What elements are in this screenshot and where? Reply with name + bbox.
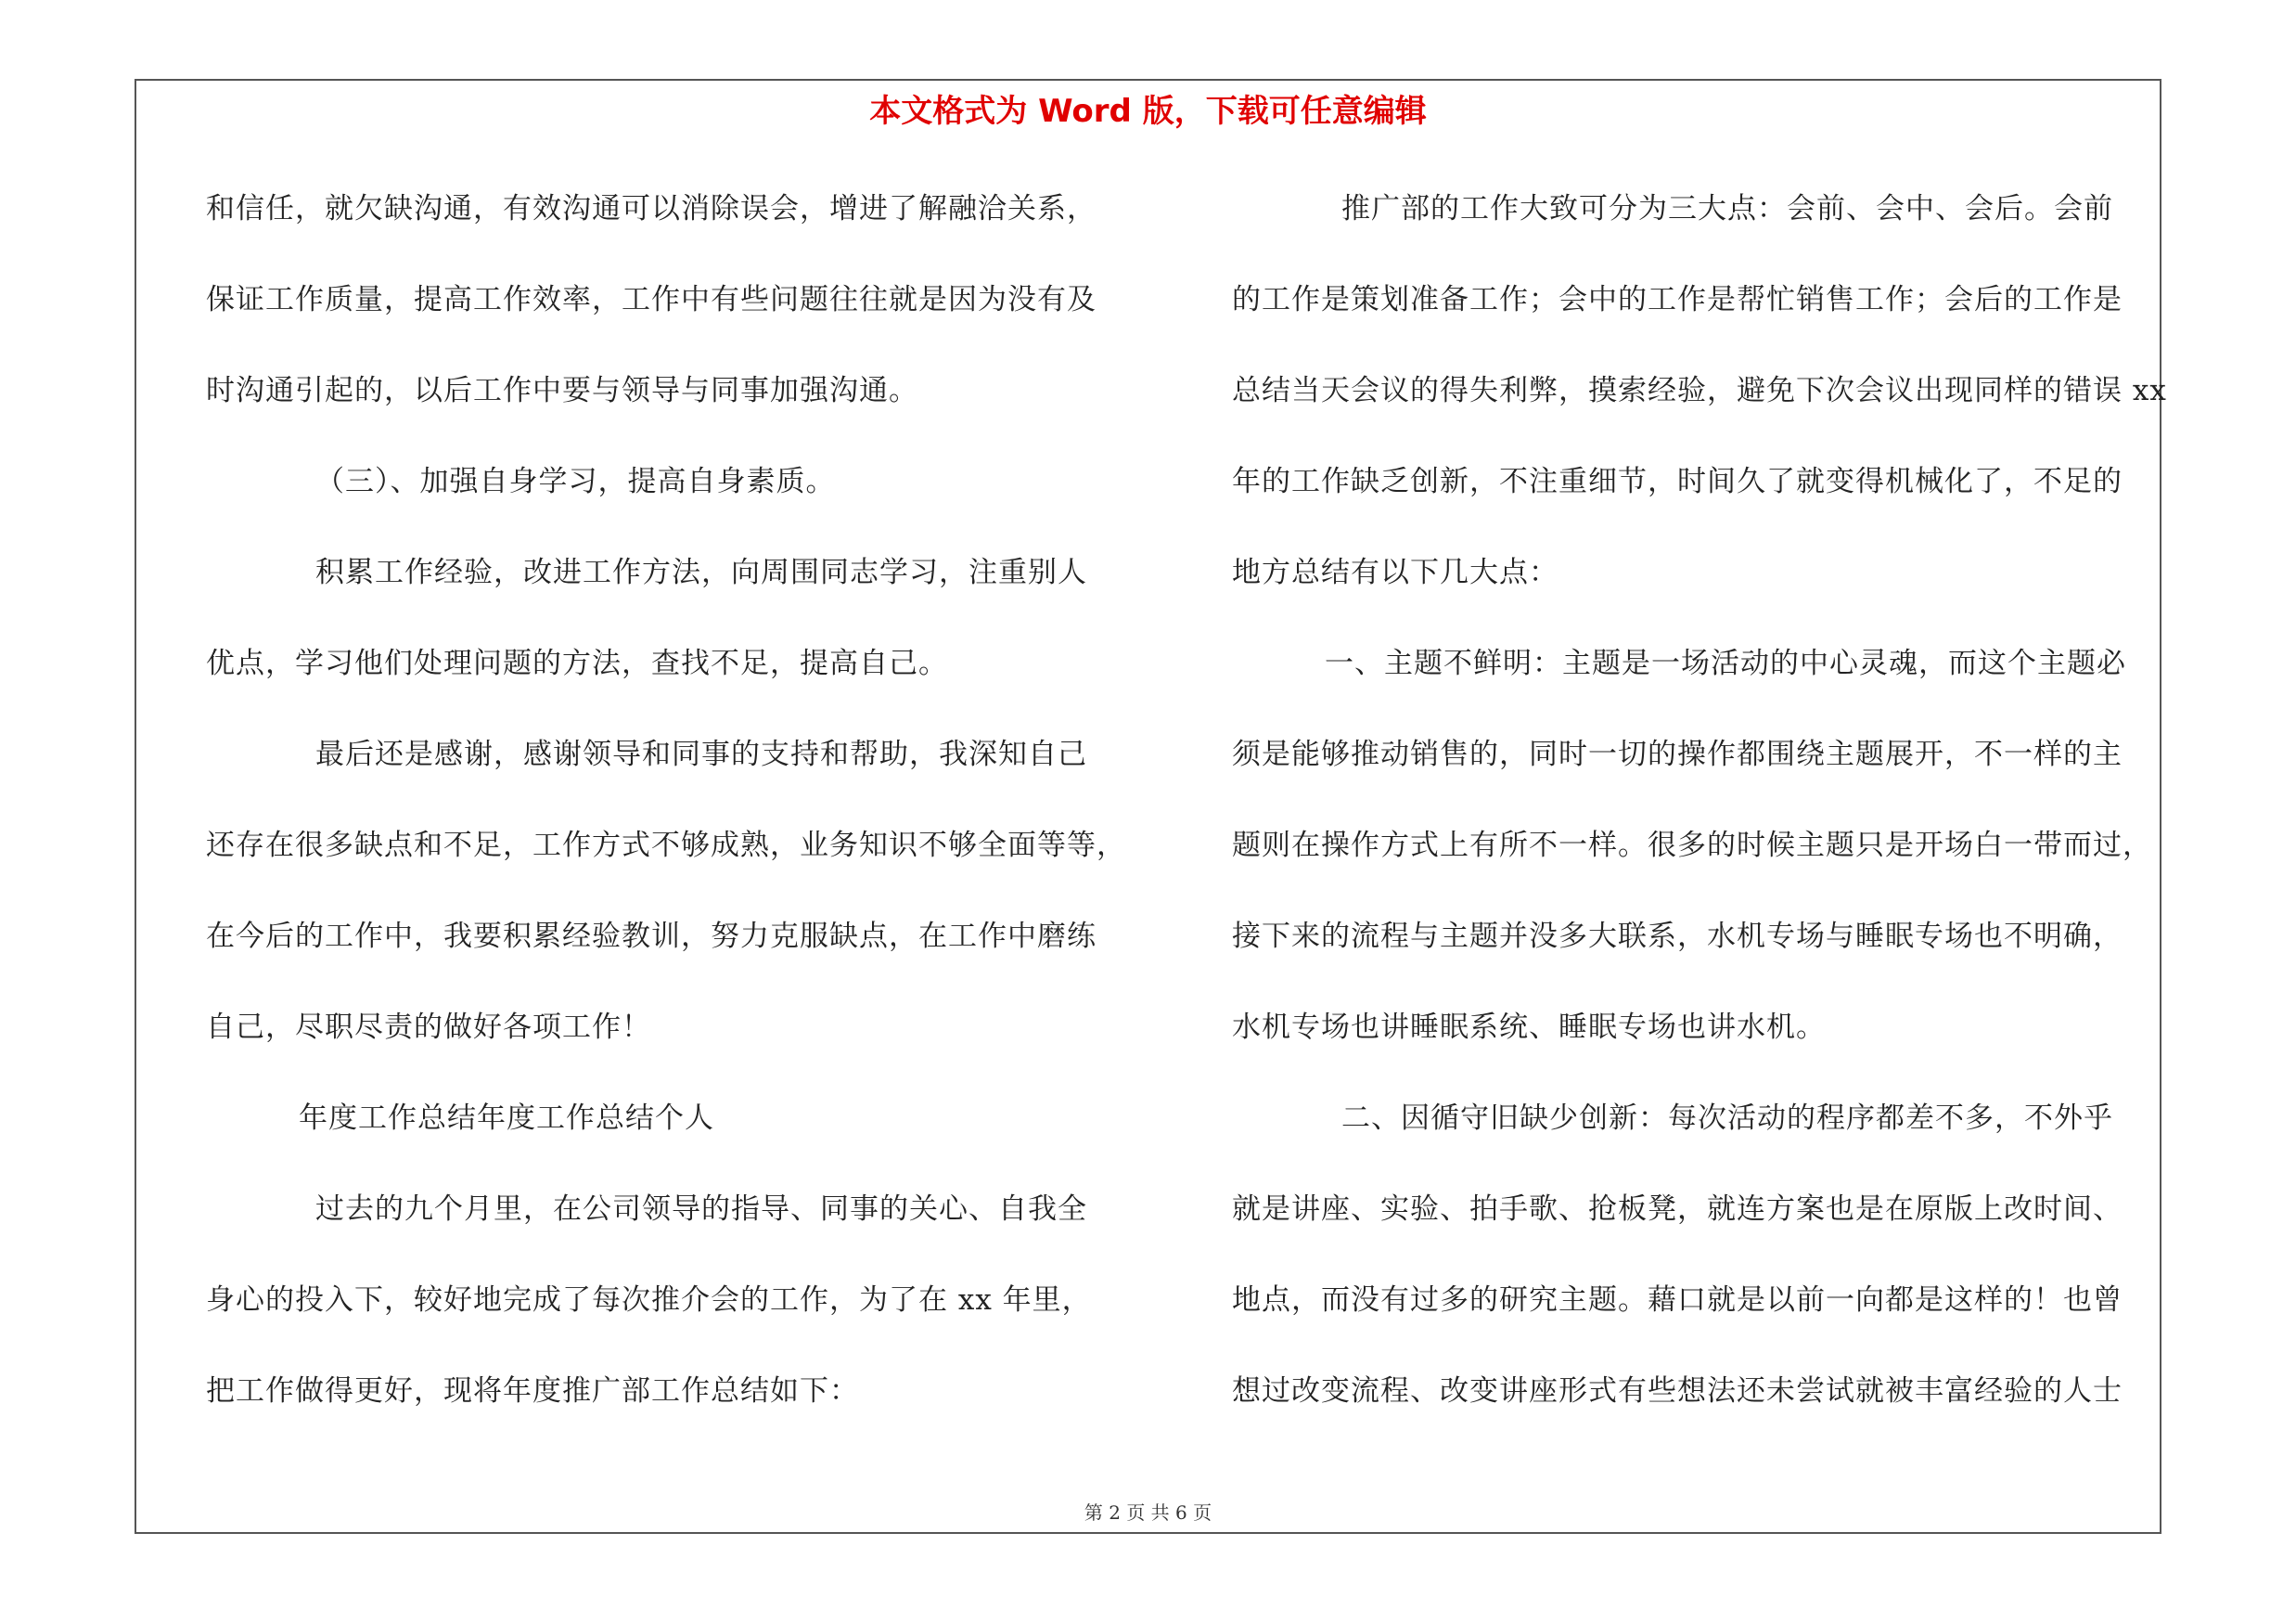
left-line-3: 时沟通引起的，以后工作中要与领导与同事加强沟通。 [206, 374, 918, 407]
left-line-7: 最后还是感谢，感谢领导和同事的支持和帮助，我深知自己 [315, 738, 1087, 771]
left-line-8: 还存在很多缺点和不足，工作方式不够成熟，业务知识不够全面等等， [206, 829, 1126, 862]
right-line-3: 总结当天会议的得失利弊，摸索经验，避免下次会议出现同样的错误 xx [1232, 374, 2167, 407]
left-line-6: 优点，学习他们处理问题的方法，查找不足，提高自己。 [206, 647, 948, 680]
left-line-5: 积累工作经验，改进工作方法，向周围同志学习，注重别人 [315, 556, 1087, 589]
left-line-4: （三）、加强自身学习，提高自身素质。 [315, 465, 836, 498]
left-line-11: 年度工作总结年度工作总结个人 [299, 1101, 714, 1135]
right-line-4: 年的工作缺乏创新，不注重细节，时间久了就变得机械化了，不足的 [1232, 465, 2123, 498]
left-line-13: 身心的投入下，较好地完成了每次推介会的工作，为了在 xx 年里， [206, 1283, 1092, 1317]
right-line-10: 水机专场也讲睡眠系统、睡眠专场也讲水机。 [1232, 1011, 1826, 1044]
right-line-8: 题则在操作方式上有所不一样。很多的时候主题只是开场白一带而过， [1232, 829, 2152, 862]
right-line-1: 推广部的工作大致可分为三大点：会前、会中、会后。会前 [1341, 192, 2113, 225]
right-line-12: 就是讲座、实验、拍手歌、抢板凳，就连方案也是在原版上改时间、 [1232, 1192, 2123, 1226]
left-line-9: 在今后的工作中，我要积累经验教训，努力克服缺点，在工作中磨练 [206, 920, 1097, 953]
right-line-2: 的工作是策划准备工作；会中的工作是帮忙销售工作；会后的工作是 [1232, 283, 2123, 316]
left-line-2: 保证工作质量，提高工作效率，工作中有些问题往往就是因为没有及 [206, 283, 1097, 316]
right-line-11: 二、因循守旧缺少创新：每次活动的程序都差不多，不外乎 [1341, 1101, 2113, 1135]
right-line-9: 接下来的流程与主题并没多大联系，水机专场与睡眠专场也不明确， [1232, 920, 2123, 953]
left-line-14: 把工作做得更好，现将年度推广部工作总结如下： [206, 1374, 859, 1408]
word-format-banner: 本文格式为 Word 版，下载可任意编辑 [869, 93, 1427, 130]
right-line-14: 想过改变流程、改变讲座形式有些想法还未尝试就被丰富经验的人士 [1232, 1374, 2123, 1408]
page-number-footer: 第 2 页 共 6 页 [1084, 1501, 1212, 1524]
right-line-5: 地方总结有以下几大点： [1232, 556, 1558, 589]
right-line-13: 地点，而没有过多的研究主题。藉口就是以前一向都是这样的！也曾 [1232, 1283, 2123, 1317]
right-line-6: 一、主题不鲜明：主题是一场活动的中心灵魂，而这个主题必 [1325, 647, 2126, 680]
left-line-1: 和信任，就欠缺沟通，有效沟通可以消除误会，增进了解融洽关系， [206, 192, 1097, 225]
left-line-10: 自己，尽职尽责的做好各项工作！ [206, 1011, 651, 1044]
right-line-7: 须是能够推动销售的，同时一切的操作都围绕主题展开，不一样的主 [1232, 738, 2123, 771]
left-line-12: 过去的九个月里，在公司领导的指导、同事的关心、自我全 [315, 1192, 1087, 1226]
